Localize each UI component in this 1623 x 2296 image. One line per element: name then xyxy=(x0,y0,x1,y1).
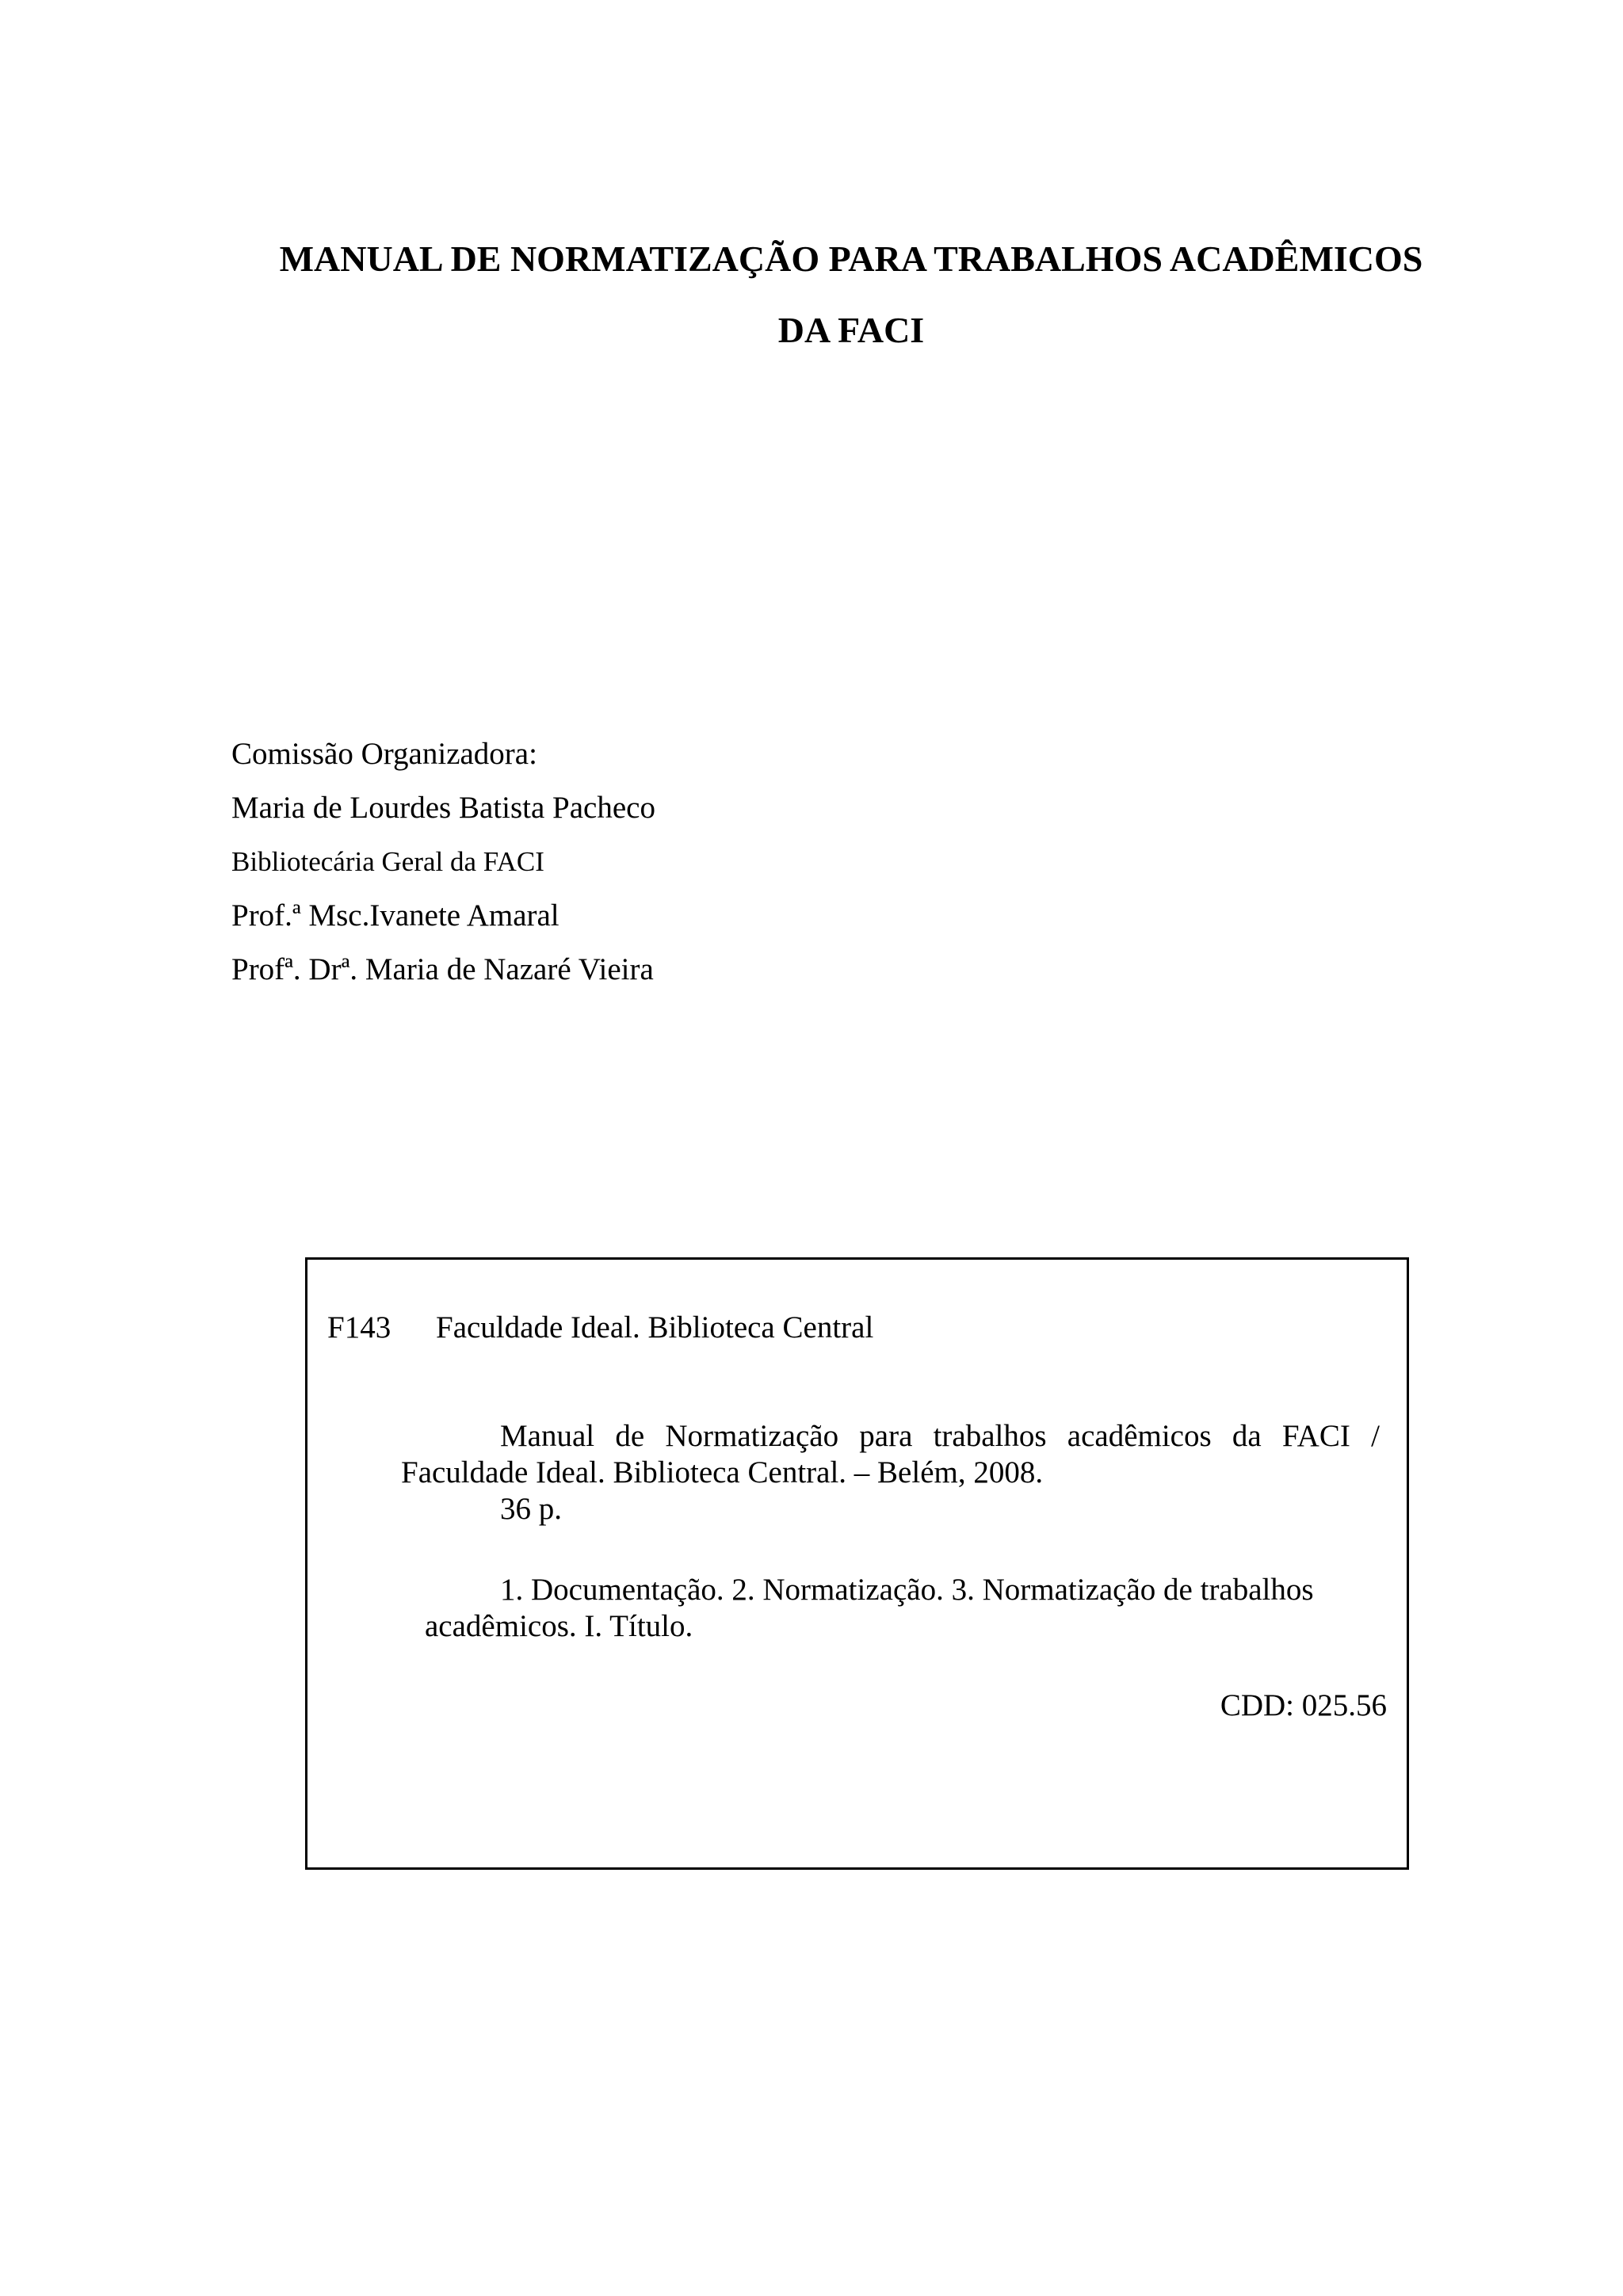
title-word: da xyxy=(1232,1419,1262,1453)
call-number: F143 xyxy=(327,1310,391,1344)
title-word: para xyxy=(859,1419,913,1453)
commission-heading: Comissão Organizadora: xyxy=(231,737,537,771)
commission-member: Prof.ª Msc.Ivanete Amaral xyxy=(231,898,559,933)
organizing-commission xyxy=(231,727,655,997)
subject-tracings-line-1: 1. Documentação. 2. Normatização. 3. Normatização de trabalhos xyxy=(500,1573,1314,1607)
commission-member-name: Maria de Lourdes Batista Pacheco xyxy=(231,791,655,825)
pagination: 36 p. xyxy=(500,1492,562,1526)
title-statement-line-2: Faculdade Ideal. Biblioteca Central. – Belém, 2008. xyxy=(401,1455,1044,1489)
title-word: de xyxy=(615,1419,645,1453)
document-title xyxy=(0,223,1623,366)
title-word: acadêmicos xyxy=(1067,1419,1212,1453)
classification-number: CDD: 025.56 xyxy=(1220,1688,1387,1722)
title-statement-line-1 xyxy=(500,1418,1380,1455)
title-word: trabalhos xyxy=(933,1419,1047,1453)
title-word: FACI xyxy=(1281,1419,1350,1453)
title-line-2: DA FACI xyxy=(777,310,925,350)
commission-member-role: Bibliotecária Geral da FACI xyxy=(231,846,544,877)
title-line-1: MANUAL DE NORMATIZAÇÃO PARA TRABALHOS ACADÊMICOS xyxy=(279,238,1423,279)
title-word: Manual xyxy=(500,1419,595,1453)
commission-member: Profª. Drª. Maria de Nazaré Vieira xyxy=(231,952,654,986)
catalog-card xyxy=(305,1257,1409,1870)
title-word: / xyxy=(1371,1419,1380,1453)
subject-tracings-line-2: acadêmicos. I. Título. xyxy=(425,1609,693,1643)
main-entry: Faculdade Ideal. Biblioteca Central xyxy=(436,1310,874,1344)
title-word: Normatização xyxy=(665,1419,839,1453)
